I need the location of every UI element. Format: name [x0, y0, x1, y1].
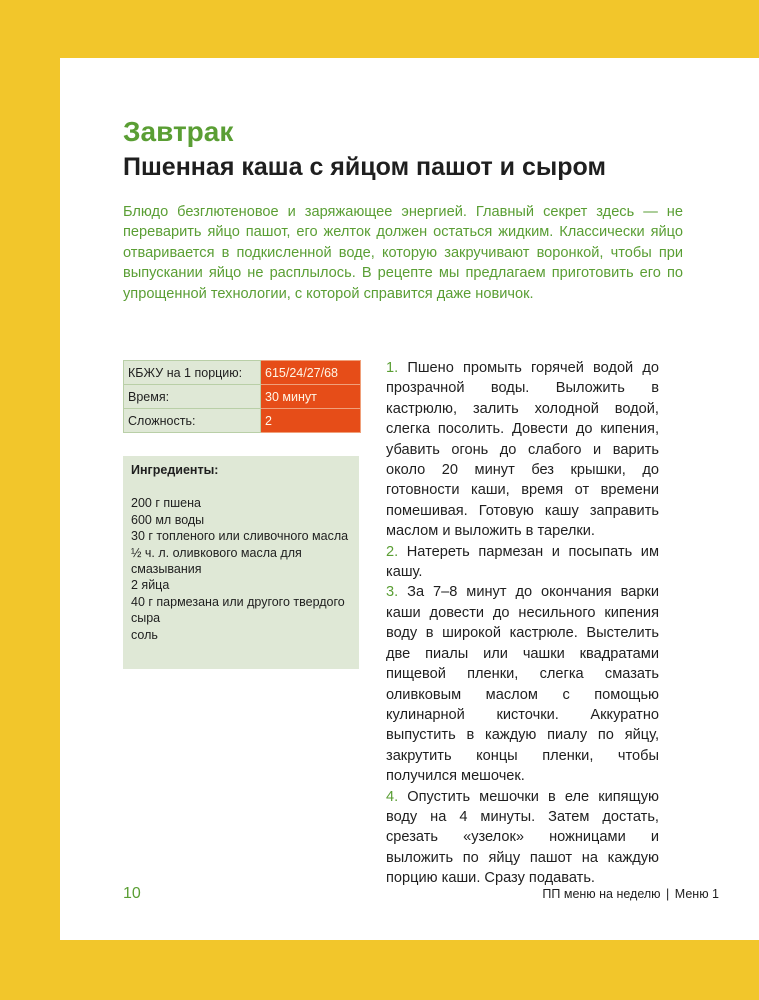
- step-text: Пшено промыть горячей водой до прозрачной воды. Выложить в кастрюлю, залить холодной водой, слегка посолить. Довести до кипения, убавить огонь до слабого и варить около 20 минут без крышки, до готовности каши, время от времени помешивая. Готовую кашу заправить маслом и выложить в тарелки.: [386, 360, 659, 540]
- recipe-intro: Блюдо безглютеновое и заряжающее энергией. Главный секрет здесь — не переварить яйцо пашот, его желток должен остаться жидким. Классически яйцо отваривается в подкисленной воде, которую закручивают воронкой, чтобы при выпускании яйцо не расплылось. В рецепте мы предлагаем приготовить его по упрощенной технологии, с которой справится даже новичок.: [123, 204, 683, 302]
- step-text: Натереть пармезан и посыпать им кашу.: [386, 543, 659, 581]
- stats-row-time: [124, 385, 361, 409]
- stats-value: 615/24/27/68: [261, 361, 361, 385]
- section-title: Завтрак: [123, 116, 234, 147]
- stats-row-nutrition: [124, 361, 361, 385]
- chapter-title: Меню 1: [674, 887, 719, 901]
- recipe-stats-table: [123, 360, 361, 433]
- stats-label: КБЖУ на 1 порцию:: [124, 361, 261, 385]
- step-number: 3.: [386, 584, 399, 601]
- ingredient-item: 200 г пшена: [131, 496, 201, 511]
- stats-row-difficulty: [124, 409, 361, 433]
- book-page: [60, 58, 759, 940]
- step-number: 1.: [386, 360, 399, 376]
- ingredient-item: соль: [131, 627, 158, 642]
- instruction-step: [386, 582, 659, 786]
- ingredient-item: 40 г пармезана или другого твердого сыра: [131, 594, 345, 626]
- ingredients-list: [131, 495, 351, 643]
- running-footer: [542, 887, 719, 901]
- step-number: 4.: [386, 788, 399, 805]
- instructions-list: [386, 358, 659, 889]
- ingredients-box: [123, 456, 359, 669]
- ingredient-item: 600 мл воды: [131, 512, 205, 527]
- ingredient-item: ½ ч. л. оливкового масла для смазывания: [131, 545, 302, 577]
- page-number: 10: [123, 885, 141, 902]
- book-title: ПП меню на неделю: [542, 887, 661, 901]
- instruction-step: [386, 542, 659, 583]
- ingredients-title: Ингредиенты:: [131, 463, 219, 477]
- stats-value: 2: [261, 409, 361, 433]
- ingredient-item: 30 г топленого или сливочного масла: [131, 529, 349, 544]
- footer-separator: |: [666, 887, 670, 901]
- stats-label: Время:: [124, 385, 261, 409]
- step-number: 2.: [386, 543, 399, 560]
- stats-label: Сложность:: [124, 409, 261, 433]
- stats-value: 30 минут: [261, 385, 361, 409]
- step-text: За 7–8 минут до окончания варки каши довести до несильного кипения воду в широкой кастрюле. Выстелить две пиалы или чашки квадратами пищевой пленки, слегка смазать оливковым маслом с помощью кулинарной кисточки. Аккуратно выпустить в каждую пиалу по яйцу, закрутить концы пленки, чтобы получился мешочек.: [386, 584, 659, 785]
- ingredient-item: 2 яйца: [131, 578, 170, 593]
- step-text: Опустить мешочки в еле кипящую воду на 4 минуты. Затем достать, срезать «узелок» ножницами и выложить по яйцу пашот на каждую порцию каши. Сразу подавать.: [386, 788, 659, 887]
- instruction-step: [386, 787, 659, 889]
- instruction-step: [386, 358, 659, 542]
- recipe-title: Пшенная каша с яйцом пашот и сыром: [123, 153, 606, 181]
